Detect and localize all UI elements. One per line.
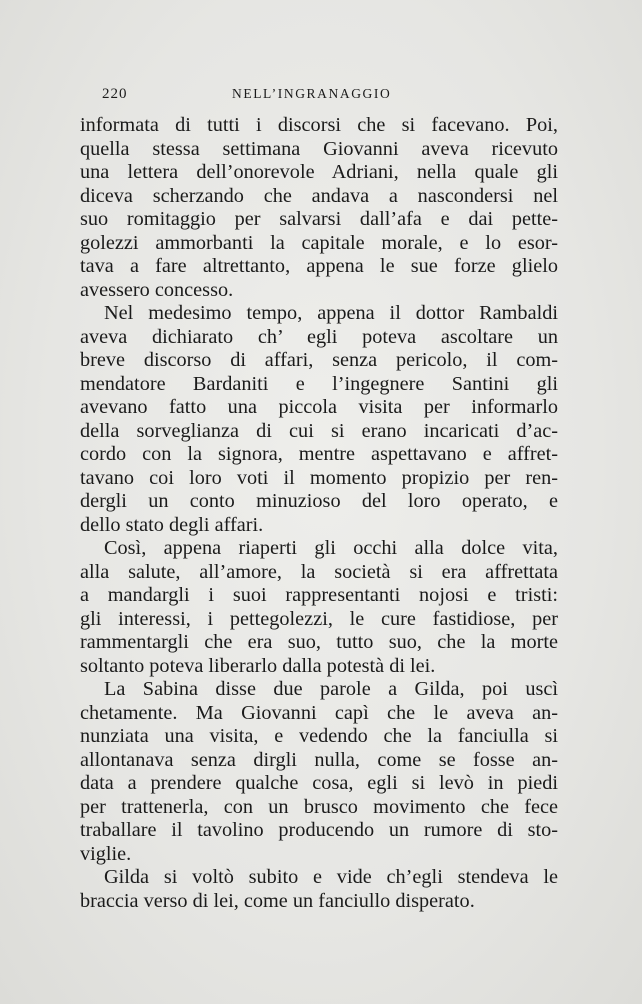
paragraph xyxy=(80,302,558,537)
text-line: dergli un conto minuzioso del loro operato, e xyxy=(80,490,558,512)
text-line: Gilda si voltò subito e vide ch’egli stendeva le xyxy=(104,866,558,888)
text-line: viglie. xyxy=(80,842,132,865)
text-line: soltanto poteva liberarlo dalla potestà di lei. xyxy=(80,654,436,677)
text-line: golezzi ammorbanti la capitale morale, e lo esor- xyxy=(80,231,558,254)
text-line: data a prendere qualche cosa, egli si levò in piedi xyxy=(80,772,558,794)
text-line: rammentargli che era suo, tutto suo, che la morte xyxy=(80,631,558,653)
text-line: gli interessi, i pettegolezzi, le cure fastidiose, per xyxy=(80,607,558,630)
paragraph xyxy=(80,114,558,302)
page-header xyxy=(102,86,556,112)
text-line: aveva dichiarato ch’ egli poteva ascoltare un xyxy=(80,325,558,348)
text-line: Così, appena riaperti gli occhi alla dolce vita, xyxy=(104,537,558,559)
text-line: traballare il tavolino producendo un rumore di sto- xyxy=(80,819,558,841)
text-line: breve discorso di affari, senza pericolo, il com- xyxy=(80,349,558,371)
text-line: della sorveglianza di cui si erano incaricati d’ac- xyxy=(80,419,558,442)
text-line: per trattenerla, con un brusco movimento che fece xyxy=(80,795,558,818)
text-line: suo romitaggio per salvarsi dall’afa e dai pette- xyxy=(80,208,558,230)
text-line: cordo con la signora, mentre aspettavano e affret- xyxy=(80,443,558,465)
text-line: nunziata una visita, e vedendo che la fanciulla si xyxy=(80,725,558,747)
text-line: una lettera dell’onorevole Adriani, nella quale gli xyxy=(80,161,558,183)
text-line: chetamente. Ma Giovanni capì che le aveva an- xyxy=(80,701,558,724)
text-line: informata di tutti i discorsi che si facevano. Poi, xyxy=(80,114,558,136)
text-line: La Sabina disse due parole a Gilda, poi uscì xyxy=(104,678,558,700)
text-line: allontanava senza dirgli nulla, come se fosse an- xyxy=(80,748,558,771)
running-title: NELL’INGRANAGGIO xyxy=(232,86,392,101)
paragraph xyxy=(80,537,558,678)
page-number: 220 xyxy=(102,86,128,102)
text-line: a mandargli i suoi rappresentanti nojosi e tristi: xyxy=(80,584,558,606)
text-line: tava a fare altrettanto, appena le sue forze glielo xyxy=(80,255,558,277)
text-line: quella stessa settimana Giovanni aveva ricevuto xyxy=(80,137,558,160)
text-line: braccia verso di lei, come un fanciullo disperato. xyxy=(80,889,475,912)
paragraph xyxy=(80,866,558,913)
text-line: dello stato degli affari. xyxy=(80,513,264,536)
text-line: diceva scherzando che andava a nascondersi nel xyxy=(80,184,558,207)
text-line: tavano coi loro voti il momento propizio per ren- xyxy=(80,466,558,489)
body-text xyxy=(80,114,558,913)
paragraph xyxy=(80,678,558,866)
text-line: Nel medesimo tempo, appena il dottor Rambaldi xyxy=(104,302,558,324)
text-line: avevano fatto una piccola visita per informarlo xyxy=(80,396,558,418)
text-line: avessero concesso. xyxy=(80,278,234,301)
text-line: mendatore Bardaniti e l’ingegnere Santini gli xyxy=(80,372,558,395)
text-line: alla salute, all’amore, la società si era affrettata xyxy=(80,560,558,583)
